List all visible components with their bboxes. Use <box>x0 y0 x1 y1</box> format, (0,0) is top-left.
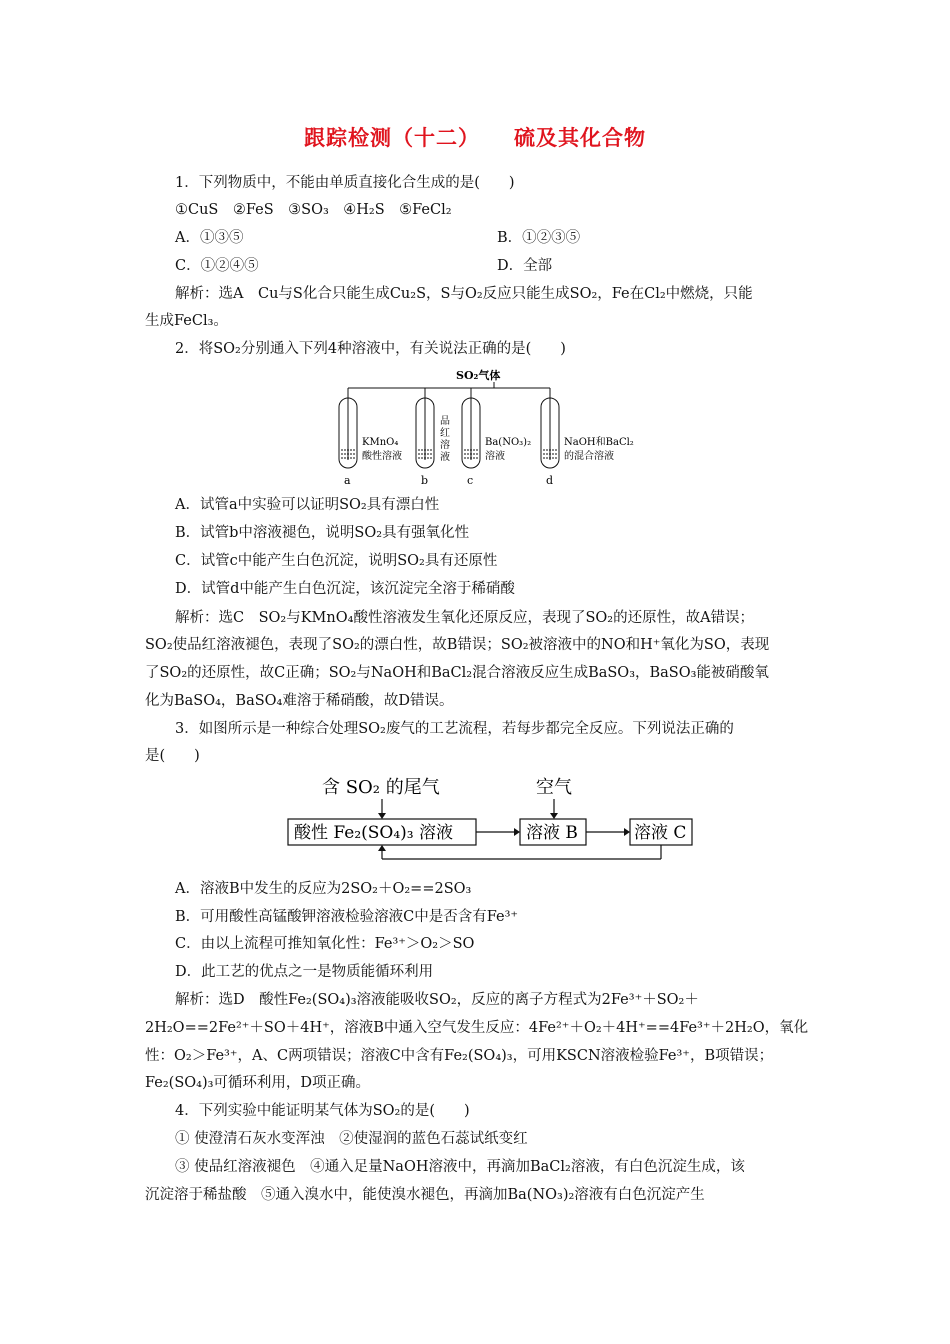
q1-stem: 1．下列物质中，不能由单质直接化合生成的是( ) <box>175 175 515 191</box>
flow-box-label: 酸性 Fe₂(SO₄)₃ 溶液 <box>294 823 454 843</box>
q1-items: ①CuS ②FeS ③SO₃ ④H₂S ⑤FeCl₂ <box>175 202 452 218</box>
tube-a-label: KMnO₄ <box>362 437 399 448</box>
tube-b-label: 红 <box>440 428 450 439</box>
flow-box-label: 溶液 B <box>526 823 578 843</box>
tube-label: d <box>546 474 554 487</box>
q3-analysis-line: Fe₂(SO₄)₃可循环利用，D项正确。 <box>145 1075 371 1091</box>
q3-analysis-line: 解析：选D 酸性Fe₂(SO₄)₃溶液能吸收SO₂，反应的离子方程式为2Fe³⁺＋SO₂＋ <box>175 992 699 1008</box>
q2-option-b: B．试管b中溶液褪色，说明SO₂具有强氧化性 <box>175 525 470 541</box>
tube-d-label: NaOH和BaCl₂ <box>564 437 634 448</box>
tube-label: a <box>344 474 351 487</box>
q2-option-d: D．试管d中能产生白色沉淀，该沉淀完全溶于稀硝酸 <box>175 581 515 597</box>
q3-stem: 是( ) <box>145 748 200 764</box>
tube-b-label: 液 <box>440 452 450 463</box>
q1-option-d: D．全部 <box>497 258 553 274</box>
q2-option-a: A．试管a中实验可以证明SO₂具有漂白性 <box>175 497 440 513</box>
q2-analysis-line: SO₂使品红溶液褪色，表现了SO₂的漂白性，故B错误；SO₂被溶液中的NO和H⁺氧化为SO，表现 <box>145 637 770 653</box>
q1-option-b: B．①②③⑤ <box>497 230 581 246</box>
tube-c-label: 溶液 <box>485 451 505 462</box>
test-tube-diagram <box>328 368 660 488</box>
tube-label: c <box>467 474 474 487</box>
q4-item-line: 沉淀溶于稀盐酸 ⑤通入溴水中，能使溴水褪色，再滴加Ba(NO₃)₂溶液有白色沉淀产生 <box>145 1187 705 1203</box>
q4-item-line: ① 使澄清石灰水变浑浊 ②使湿润的蓝色石蕊试纸变红 <box>175 1131 528 1147</box>
q3-analysis-line: 性：O₂＞Fe³⁺，A、C两项错误；溶液C中含有Fe₂(SO₄)₃，可用KSCN溶液检验Fe³⁺，B项错误； <box>145 1048 774 1064</box>
q3-stem: 3．如图所示是一种综合处理SO₂废气的工艺流程，若每步都完全反应。下列说法正确的 <box>175 721 734 737</box>
q4-item-line: ③ 使品红溶液褪色 ④通入足量NaOH溶液中，再滴加BaCl₂溶液，有白色沉淀生成，该 <box>175 1159 745 1175</box>
q3-analysis-line: 2H₂O==2Fe²⁺＋SO＋4H⁺，溶液B中通入空气发生反应：4Fe²⁺＋O₂＋4H⁺==4Fe³⁺＋2H₂O，氧化 <box>145 1020 809 1036</box>
input-label: 含 SO₂ 的尾气 <box>322 777 440 798</box>
input-label: 空气 <box>536 777 572 798</box>
process-flow-diagram <box>286 773 696 873</box>
page-title: 跟踪检测（十二） 硫及其化合物 <box>304 126 646 150</box>
q1-option-a: A．①③⑤ <box>175 230 244 246</box>
flow-box-label: 溶液 C <box>634 823 687 843</box>
q3-option-d: D．此工艺的优点之一是物质能循环利用 <box>175 964 434 980</box>
tube-b-label: 溶 <box>440 440 450 451</box>
q2-analysis-line: 化为BaSO₄，BaSO₄难溶于稀硝酸，故D错误。 <box>145 693 454 709</box>
q3-option-c: C．由以上流程可推知氧化性：Fe³⁺＞O₂＞SO <box>175 936 475 952</box>
q3-option-a: A．溶液B中发生的反应为2SO₂＋O₂==2SO₃ <box>175 881 472 897</box>
q1-analysis-line: 解析：选A Cu与S化合只能生成Cu₂S，S与O₂反应只能生成SO₂，Fe在Cl₂中燃烧，只能 <box>175 286 753 302</box>
tube-label: b <box>421 474 429 487</box>
tube-a-label: 酸性溶液 <box>362 451 402 462</box>
tube-b-label: 品 <box>440 416 450 427</box>
q3-option-b: B．可用酸性高锰酸钾溶液检验溶液C中是否含有Fe³⁺ <box>175 909 519 925</box>
gas-label: SO₂气体 <box>456 369 501 382</box>
q2-option-c: C．试管c中能产生白色沉淀，说明SO₂具有还原性 <box>175 553 498 569</box>
q2-analysis-line: 解析：选C SO₂与KMnO₄酸性溶液发生氧化还原反应，表现了SO₂的还原性，故A错误； <box>175 610 755 626</box>
q2-analysis-line: 了SO₂的还原性，故C正确；SO₂与NaOH和BaCl₂混合溶液反应生成BaSO₃，BaSO₃能被硝酸氧 <box>145 665 769 681</box>
q1-analysis-line: 生成FeCl₃。 <box>145 313 228 329</box>
q4-stem: 4．下列实验中能证明某气体为SO₂的是( ) <box>175 1103 470 1119</box>
q2-stem: 2．将SO₂分别通入下列4种溶液中，有关说法正确的是( ) <box>175 341 566 357</box>
tube-c-label: Ba(NO₃)₂ <box>485 437 532 448</box>
q1-option-c: C．①②④⑤ <box>175 258 259 274</box>
tube-d-label: 的混合溶液 <box>564 451 614 462</box>
